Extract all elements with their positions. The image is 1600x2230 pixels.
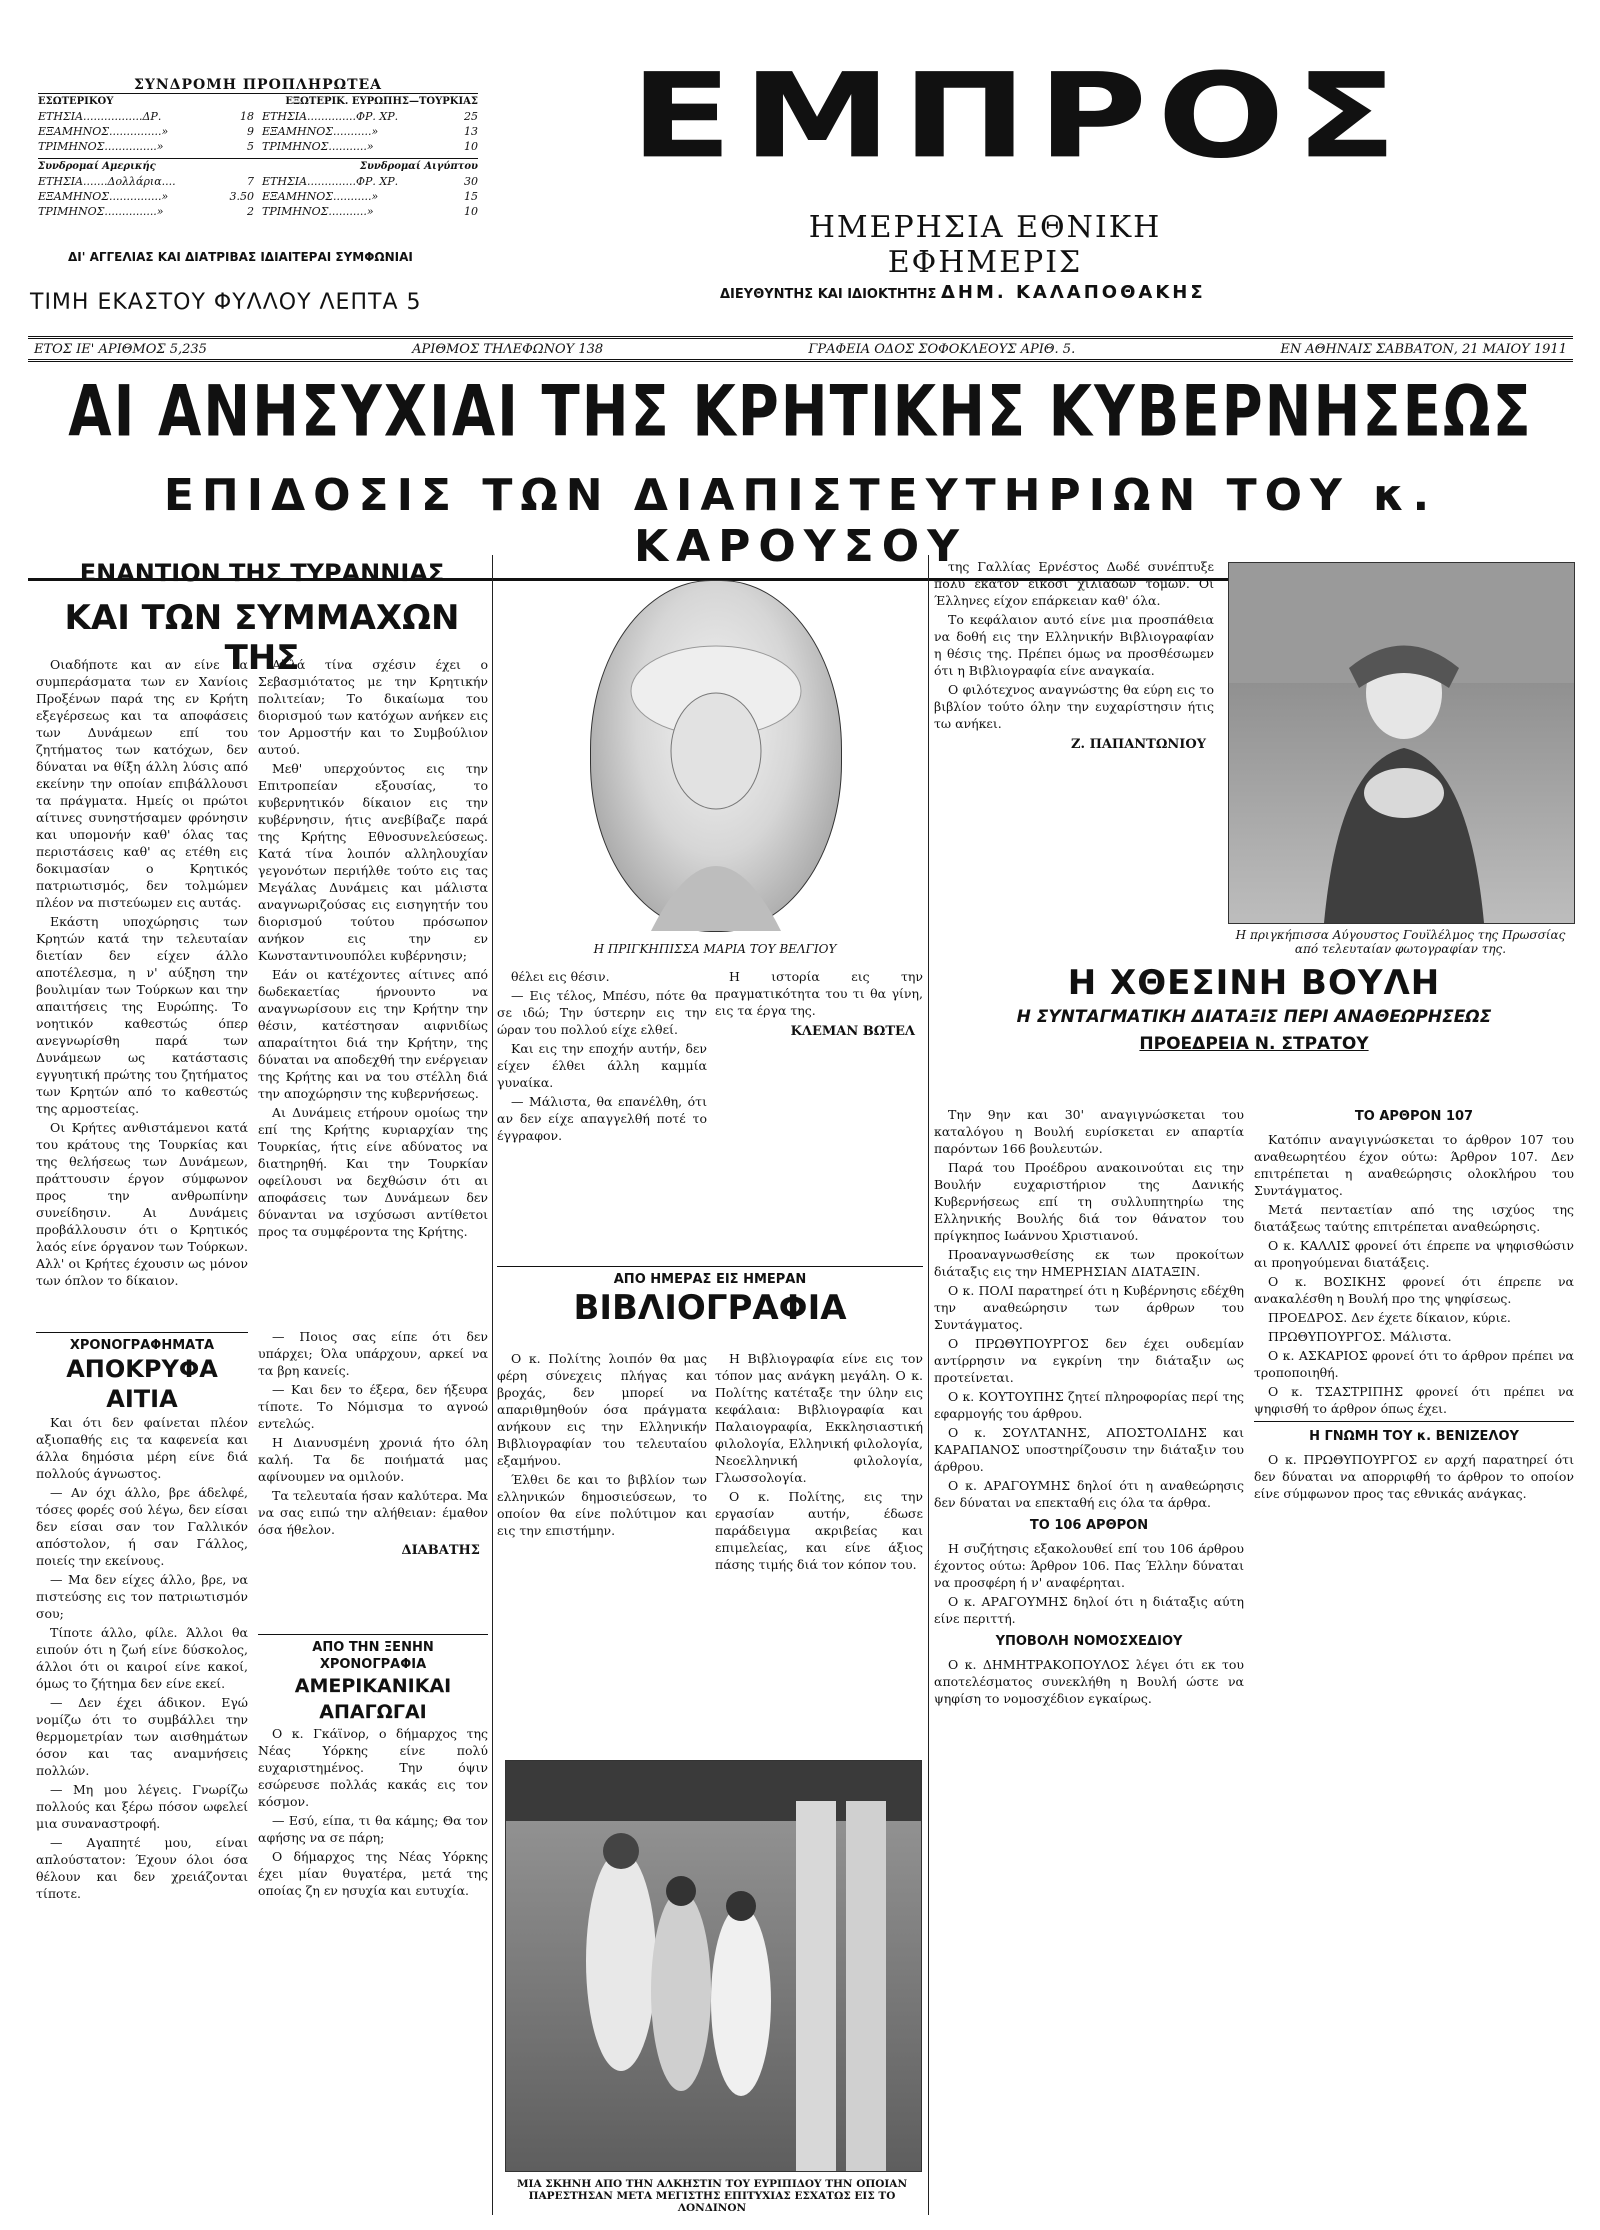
paragraph: Το κεφάλαιον αυτό είνε μια προσπάθεια να δοθή εις την Ελληνικήν Βιβλιογραφίαν η θέσις της. Πρέπει όμως να προσθέσωμεν ότι η Βιβλιογραφία είνε αναγκαία.	[934, 612, 1214, 678]
parliament-column	[934, 1106, 1244, 2216]
article-column	[36, 656, 248, 1316]
newspaper-logo: ΕΜΠΡΟΣ	[630, 48, 1408, 185]
paragraph: — Αγαπητέ μου, είναι απλούστατον: Έχουν όλοι όσα θέλουν και δεν χρειάζονται τίποτε.	[36, 1835, 248, 1901]
paragraph: Οιαδήποτε και αν είνε τα συμπεράσματα των εν Χανίοις Προξένων παρά της εν Κρήτη εξεγέρσεως και τα αποφάσεις των Δυνάμεων επί του ζητήματος των κατόχων, δεν δύναται να θίξη άλλη λύσις από εκείνην την οποίαν επιβάλλουσι τα πράγματα. Ημείς οι πρώτοι αίτινες συνηστήσαμεν φρόνησιν και υπομονήν καθ' όλας τας περιστάσεις καθ' ας ετέθη εις δοκιμασίαν ο Κρητικός πατριωτισμός, δεν τολμώμεν πλέον να πιστεύωμεν εις αυτάς.	[36, 657, 248, 910]
issue-number: ΕΤΟΣ ΙΕ' ΑΡΙΘΜΟΣ 5,235	[34, 341, 207, 357]
main-headline: ΑΙ ΑΝΗΣΥΧΙΑΙ ΤΗΣ ΚΡΗΤΙΚΗΣ ΚΥΒΕΡΝΗΣΕΩΣ	[68, 371, 1533, 453]
paragraph: Μεθ' υπερχούντος εις την Επιτροπείαν εξουσίας, το κυβερνητικόν δίκαιον εις την κυβέρνησιν, ήτις ανεβίβαζε παρά της Κρήτης Εθνοσυνελεύσεως. Κατά τίνα λοιπόν αλληλουχίαν γεγονότων περιήλθε τούτο εις τας Μεγάλας Δυνάμεις και μάλιστα αναγνωριζούσας εις εισηγητήν του διορισμού τούτου πρόσωπον ανήκον εις την εν Κωνσταντινουπόλει κυβέρνησιν;	[258, 761, 488, 963]
paragraph: Ο κ. ΚΑΛΛΙΣ φρονεί ότι έπρεπε να ψηφισθώσιν αι προηγούμεναι διατάξεις.	[1254, 1238, 1574, 1270]
paragraph: Ο κ. ΤΣΑΣΤΡΙΠΗΣ φρονεί ότι πρέπει να ψηφισθή το άρθρον όπως έχει.	[1254, 1384, 1574, 1416]
bibliography-title: ΒΙΒΛΙΟΓΡΑΦΙΑ	[573, 1288, 847, 1328]
alcestis-scene-photo	[505, 1760, 922, 2172]
info-bar	[28, 336, 1573, 362]
chronicle-column	[36, 1328, 248, 2218]
paragraph: Παρά του Προέδρου ανακοινούται εις την Βουλήν ευχαριστήριον της Δανικής Κυβερνήσεως επί τη συλλυπητηρίω της Ελληνικής Βουλής διά τον θάνατον του πρίγκηπος Ιωάννου Χριστιανού.	[934, 1160, 1244, 1243]
domestic-label: ΕΣΩΤΕΡΙΚΟΥ	[38, 96, 114, 107]
paragraph: Η Διανυσμένη χρονιά ήτο όλη καλή. Τα δε ποιήματά μας αφίνουμεν να ομιλούν.	[258, 1435, 488, 1484]
foreign-label: ΑΠΟ ΤΗΝ ΞΕΝΗΝ ΧΡΟΝΟΓΡΑΦΙΑ	[312, 1640, 434, 1672]
paragraph: Ο κ. ΚΟΥΤΟΥΠΗΣ ζητεί πληροφορίας περί της εφαρμογής του άρθρου.	[934, 1389, 1244, 1421]
paragraph: — Εις τέλος, Μπέσυ, πότε θα σε ιδώ; Την ύστερην εις την ώραν του πολλού είχε ελθεί.	[497, 988, 707, 1037]
bibliography-column-2	[715, 1350, 923, 1740]
paragraph: Αλλά τίνα σχέσιν έχει ο Σεβασμιότατος με την Κρητικήν πολιτείαν; Το δικαίωμα του διορισμού των κατόχων ανήκεν εις τον Αρμοστήν και το Συμβούλιον αυτού.	[258, 657, 488, 757]
chronicle-label: ΧΡΟΝΟΓΡΑΦΗΜΑΤΑ	[69, 1338, 215, 1353]
scene-caption: ΜΙΑ ΣΚΗΝΗ ΑΠΟ ΤΗΝ ΑΛΚΗΣΤΙΝ ΤΟΥ ΕΥΡΙΠΙΔΟΥ ΤΗΝ ΟΠΟΙΑΝ ΠΑΡΕΣΤΗΣΑΝ ΜΕΤΑ ΜΕΓΙΣΤΗΣ ΕΠΙΤΥΧΙΑΣ ΕΣΧΑΤΩΣ ΕΙΣ ΤΟ ΛΟΝΔΙΝΟΝ	[516, 2178, 908, 2214]
paragraph: Αι Δυνάμεις ετήρουν ομοίως την επί της Κρήτης κυριαρχίαν της Τουρκίας, ήτις είνε αδύνατος να διατηρηθή. Και την Τουρκίαν οφείλουσι να δεχθώσιν ότι αι αποφάσεις των Δυνάμεων δεν δύνανται να ισχύσωσι αντίθετοι προς τα συμφέροντα της Κρήτης.	[258, 1105, 488, 1239]
subscription-row: ΕΞΑΜΗΝΟΣ...............» 9 ΕΞΑΜΗΝΟΣ...........» 13	[38, 125, 478, 138]
america-label: Συνδρομαί Αμερικής	[38, 161, 156, 172]
paragraph: Ο κ. Γκάϊνορ, ο δήμαρχος της Νέας Υόρκης είνε πολύ ευχαριστημένος. Την όψιν εσώρευσε πολλάς κακάς εις τον κόσμον.	[258, 1726, 488, 1809]
parliament-chair: ΠΡΟΕΔΡΕΙΑ Ν. ΣΤΡΑΤΟΥ	[1139, 1034, 1369, 1054]
subscription-row: ΕΤΗΣΙΑ.................ΔΡ. 18 ΕΤΗΣΙΑ..............ΦΡ. ΧΡ. 25	[38, 110, 478, 123]
paragraph: ΠΡΟΕΔΡΟΣ. Δεν έχετε δίκαιον, κύριε.	[1268, 1310, 1511, 1325]
article-107-heading: ΤΟ ΑΡΘΡΟΝ 107	[1354, 1109, 1474, 1124]
paragraph: — Μη μου λέγεις. Γνωρίζω πολλούς και ξέρω πόσον ωφελεί μια συναναστροφή.	[36, 1782, 248, 1831]
paragraph: Ο κ. ΠΟΛΙ παρατηρεί ότι η Κυβέρνησις εδέχθη την αναθεώρησιν των άρθρων του Συντάγματος.	[934, 1283, 1244, 1332]
paragraph: Ο κ. ΒΟΣΙΚΗΣ φρονεί ότι έπρεπε να ανακαλέσθη η Βουλή προ της ψηφίσεως.	[1254, 1274, 1574, 1306]
paragraph: — Και δεν το έξερα, δεν ήξευρα τίποτε. Το Νόμισμα το αγνοώ εντελώς.	[258, 1382, 488, 1431]
bibliography-column	[497, 1350, 707, 1740]
paragraph: — Μα δεν είχες άλλο, βρε, να πιστεύσης εις τον πατριωτισμόν σου;	[36, 1572, 248, 1621]
paragraph: Την 9ην και 30' αναγιγνώσκεται του καταλόγου η Βουλή ευρίσκεται εν απαρτία παρόντων 166 βουλευτών.	[934, 1107, 1244, 1156]
subscription-heading: ΣΥΝΔΡΟΜΗ ΠΡΟΠΛΗΡΩΤΕΑ	[38, 78, 478, 94]
paragraph: Ο κ. ΠΡΩΘΥΠΟΥΡΓΟΣ εν αρχή παρατηρεί ότι δεν δύναται να απορριφθή το άρθρον το οποίον είνε σύμφωνον προς τας εθνικάς ανάγκας.	[1254, 1452, 1574, 1501]
paragraph: Τίποτε άλλο, φίλε. Άλλοι θα ειπούν ότι η ζωή είνε δύσκολος, άλλοι ότι οι καιροί είνε κακοί, όμως το ζήτημα δεν είνε εκεί.	[36, 1625, 248, 1691]
price-note: ΤΙΜΗ ΕΚΑΣΤΟΥ ΦΥΛΛΟΥ ΛΕΠΤΑ 5	[30, 290, 422, 315]
article-106-heading: ΤΟ 106 ΑΡΘΡΟΝ	[1029, 1518, 1149, 1533]
paragraph: Έλθει δε και το βιβλίον των ελληνικών δημοσιεύσεων, το οποίον θα είνε πολύτιμον και εις την επιστήμην.	[497, 1472, 707, 1538]
paragraph: Κατόπιν αναγιγνώσκεται το άρθρον 107 του αναθεωρητέου έχον ούτω: Άρθρον 107. Δεν επιτρέπεται η αναθεώρησις ολοκλήρου του Συντάγματος.	[1254, 1132, 1574, 1198]
story-column-2	[715, 968, 923, 1258]
paragraph: της Γαλλίας Ερνέστος Δωδέ συνέπτυξε πολύ εκατόν είκοσι χιλιάδων τόμων. Οι Έλληνες είχον επάρκειαν καθ' όλα.	[934, 559, 1214, 608]
paragraph: Ο δήμαρχος της Νέας Υόρκης έχει μίαν θυγατέρα, μετά της οποίας ζη εν ησυχία και ευτυχία.	[258, 1849, 488, 1898]
paragraph: ΠΡΩΘΥΠΟΥΡΓΟΣ. Μάλιστα.	[1268, 1329, 1452, 1344]
director-line	[720, 282, 1320, 303]
chronicle-title: ΑΠΟΚΡΥΦΑ ΑΙΤΙΑ	[66, 1355, 218, 1413]
scene-figures	[506, 1761, 921, 2171]
bibliography-header	[497, 1262, 923, 1348]
subscription-row: ΕΞΑΜΗΝΟΣ...............» 3.50 ΕΞΑΜΗΝΟΣ...........» 15	[38, 190, 478, 203]
signature: ΚΛΕΜΑΝ ΒΩΤΕΛ	[790, 1024, 915, 1039]
literary-column	[934, 558, 1214, 958]
parliament-column-2	[1254, 1106, 1574, 2216]
article-title: ΕΝΑΝΤΙΟΝ ΤΗΣ ΤΥΡΑΝΝΙΑΣ	[79, 559, 445, 587]
paragraph: Εκάστη υποχώρησις των Κρητών κατά την τελευταίαν διετίαν δεν είχεν άλλο αποτέλεσμα, η ν' αύξηση την βουλιμίαν των Τούρκων και την απαιτήσεις της Ευρώπης. Το νοητικόν καθεστώς όπερ ανεγνωρίσθη παρά των Δυνάμεων ως κατάστασις εγγυητική πρώτης του ζητήματος των Κρητών από το καθεστώς της αρμοστείας.	[36, 914, 248, 1116]
paragraph: — Μάλιστα, θα επανέλθη, ότι αν δεν είχε απαγγελθή ποτέ το έγγραφον.	[497, 1094, 707, 1143]
paragraph: Οι Κρήτες ανθιστάμενοι κατά του κράτους της Τουρκίας και της θελήσεως των Δυνάμεων, πράττουσιν έργον σύμφωνον προς την ανθρωπίνην συνείδησιν. Αι Δυνάμεις προβάλλουσιν ότι ο Κρητικός λαός είνε όργανον των Τούρκων. Αλλ' οι Κρήτες έχουσιν ως μόνον των όπλον το δίκαιον.	[36, 1120, 248, 1288]
paragraph: Η ιστορία εις την πραγματικότητα του τι θα γίνη, εις τα έργα της.	[715, 969, 923, 1018]
bibliography-label: ΑΠΟ ΗΜΕΡΑΣ ΕΙΣ ΗΜΕΡΑΝ	[613, 1272, 807, 1287]
paragraph: Ο κ. ΔΗΜΗΤΡΑΚΟΠΟΥΛΟΣ λέγει ότι εκ του αποτελέσματος συνεκλήθη η Βουλή ώστε να ψηφίση το νομοσχέδιον εγκαίρως.	[934, 1657, 1244, 1706]
foreign-label: ΕΞΩΤΕΡΙΚ. ΕΥΡΩΠΗΣ—ΤΟΥΡΚΙΑΣ	[285, 96, 478, 107]
paragraph: Ο κ. ΣΟΥΛΤΑΝΗΣ, ΑΠΟΣΤΟΛΙΔΗΣ και ΚΑΡΑΠΑΝΟΣ υποστηρίζουσιν την διάταξιν του άρθρου.	[934, 1425, 1244, 1474]
portrait-caption-2: Η πριγκήπισσα Αύγουστος Γουϊλέλμος της Πρωσσίας από τελευταίαν φωτογραφίαν της.	[1235, 928, 1566, 956]
portrait-caption: Η ΠΡΙΓΚΗΠΙΣΣΑ ΜΑΡΙΑ ΤΟΥ ΒΕΛΓΙΟΥ	[593, 942, 837, 956]
paragraph: Ο φιλότεχνος αναγνώστης θα εύρη εις το βιβλίον τούτο όλην την ευχαρίστησιν ήτις τω ανήκει.	[934, 682, 1214, 731]
portrait-figure-2	[1229, 563, 1574, 923]
masthead	[630, 48, 1408, 202]
portrait-figure	[591, 581, 841, 931]
paragraph: Ο κ. ΑΣΚΑΡΙΟΣ φρονεί ότι το άρθρον πρέπει να τροποποιηθή.	[1254, 1348, 1574, 1380]
paragraph: θέλει εις θέσιν.	[511, 969, 610, 984]
prussian-princess-portrait	[1228, 562, 1575, 924]
paragraph: Ο ΠΡΩΘΥΠΟΥΡΓΟΣ δεν έχει ουδεμίαν αντίρρησιν να εγκρίνη την διάταξιν ως προτείνεται.	[934, 1336, 1244, 1385]
parliament-subtitle: Η ΣΥΝΤΑΓΜΑΤΙΚΗ ΔΙΑΤΑΞΙΣ ΠΕΡΙ ΑΝΑΘΕΩΡΗΣΕΩΣ	[1016, 1007, 1492, 1027]
ad-note: ΔΙ' ΑΓΓΕΛΙΑΣ ΚΑΙ ΔΙΑΤΡΙΒΑΣ ΙΔΙΑΙΤΕΡΑΙ ΣΥΜΦΩΝΙΑΙ	[68, 250, 413, 264]
chronicle-column-2	[258, 1328, 488, 1628]
sub-headline: ΕΠΙΔΟΣΙΣ ΤΩΝ ΔΙΑΠΙΣΤΕΥΤΗΡΙΩΝ ΤΟΥ κ. ΚΑΡΟΥΣΟΥ	[28, 470, 1573, 581]
paragraph: Εάν οι κατέχοντες αίτινες από δωδεκαετίας ήρνουντο να αναγνωρίσουν εις την Κρήτην την θέσιν, κατέστησαν αιφνιδίως απαραίτητοι διά την Κρήτην, της δύναται να αποδεχθή την ενέργειαν της Κρήτης και να του στέλλη διά την αποχώρησιν της κυβερνήσεως.	[258, 967, 488, 1101]
article-subtitle: ΚΑΙ ΤΩΝ ΣΥΜΜΑΧΩΝ ΤΗΣ	[64, 598, 460, 678]
foreign-chronicle	[258, 1630, 488, 2220]
paragraph: Ο κ. Πολίτης, εις την εργασίαν αυτήν, έδωσε παράδειγμα ακριβείας και επιμελείας, και είνε άξιος πάσης τιμής διά τον κόπον του.	[715, 1489, 923, 1572]
subscription-row: ΤΡΙΜΗΝΟΣ...............» 2 ΤΡΙΜΗΝΟΣ...........» 10	[38, 205, 478, 218]
subscription-row: ΕΤΗΣΙΑ.......Δολλάρια.... 7 ΕΤΗΣΙΑ..............ΦΡ. ΧΡ. 30	[38, 175, 478, 188]
story-column	[497, 968, 707, 1258]
parliament-title: Η ΧΘΕΣΙΝΗ ΒΟΥΛΗ	[1067, 963, 1441, 1003]
column-divider	[492, 555, 493, 2215]
paragraph: Η Βιβλιογραφία είνε εις τον τόπον μας ανάγκη μεγάλη. Ο κ. Πολίτης κατέταξε την ύλην εις κεφάλαια: Βιβλιογραφία και Παλαιογραφία, Εκκλησιαστική φιλολογία, Ελληνική φιλολογία, Νεοελληνική φιλολογία, Γλωσσολογία.	[715, 1351, 923, 1485]
office-address: ΓΡΑΦΕΙΑ ΟΔΟΣ ΣΟΦΟΚΛΕΟΥΣ ΑΡΙΘ. 5.	[808, 341, 1076, 357]
paragraph: Και εις την εποχήν αυτήν, δεν είχεν έλθει άλλη καμμία γυναίκα.	[497, 1041, 707, 1090]
paragraph: — Ποιος σας είπε ότι δεν υπάρχει; Όλα υπάρχουν, αρκεί να τα βρη κανείς.	[258, 1329, 488, 1378]
paragraph: Μετά πενταετίαν από της ισχύος της διατάξεως ταύτης επιτρέπεται αναθεώρησις.	[1254, 1202, 1574, 1234]
paragraph: Ο κ. ΑΡΑΓΟΥΜΗΣ δηλοί ότι η διάταξις αύτη είνε περιττή.	[934, 1594, 1244, 1626]
venizelos-heading: Η ΓΝΩΜΗ ΤΟΥ κ. ΒΕΝΙΖΕΛΟΥ	[1309, 1429, 1519, 1444]
director-name: ΔΗΜ. ΚΑΛΑΠΟΘΑΚΗΣ	[940, 282, 1206, 303]
foreign-title: ΑΜΕΡΙΚΑΝΙΚΑΙ ΑΠΑΓΩΓΑΙ	[294, 1675, 452, 1723]
phone-number: ΑΡΙΘΜΟΣ ΤΗΛΕΦΩΝΟΥ 138	[412, 341, 604, 357]
signature: ΔΙΑΒΑΤΗΣ	[401, 1543, 480, 1558]
signature: Ζ. ΠΑΠΑΝΤΩΝΙΟΥ	[1071, 737, 1206, 752]
bill-heading: ΥΠΟΒΟΛΗ ΝΟΜΟΣΧΕΔΙΟΥ	[995, 1634, 1183, 1649]
column-divider	[928, 555, 929, 2215]
subscription-table	[38, 78, 478, 219]
issue-date: ΕΝ ΑΘΗΝΑΙΣ ΣΑΒΒΑΤΟΝ, 21 ΜΑΙΟΥ 1911	[1280, 341, 1567, 357]
paragraph: Ο κ. ΑΡΑΓΟΥΜΗΣ δηλοί ότι η αναθεώρησις δεν δύναται να επεκταθή εις όλα τα άρθρα.	[934, 1478, 1244, 1510]
article-column	[258, 656, 488, 1316]
paragraph: — Αν όχι άλλο, βρε άδελφέ, τόσες φορές σού λέγω, δεν είσαι δεν είσαι σαν τον Γαλλικόν απόστολον, ή σαν Γάλλος, ποιείς την εκείνους.	[36, 1485, 248, 1568]
paragraph: Η συζήτησις εξακολουθεί επί του 106 άρθρου έχοντος ούτω: Άρθρον 106. Πας Έλλην δύναται να προσφέρη ή ν' αναφέρηται.	[934, 1541, 1244, 1590]
paragraph: Τα τελευταία ήσαν καλύτερα. Μα να σας ειπώ την αλήθειαν: έμαθον όσα ήθελον.	[258, 1488, 488, 1537]
paragraph: Ο κ. Πολίτης λοιπόν θα μας φέρη σύνεχεις πλήγας και βροχάς, δεν μπορεί να απαριθμηθούν όσα πράγματα ανήκουν εις την Ελληνικήν Βιβλιογραφίαν του τελευταίου εξαμήνου.	[497, 1351, 707, 1468]
egypt-label: Συνδρομαί Αιγύπτου	[359, 161, 478, 172]
princess-portrait	[590, 580, 842, 932]
parliament-header	[934, 962, 1574, 1102]
paragraph: Προαναγνωσθείσης εκ των προκοίτων διάταξις εις την ΗΜΕΡΗΣΙΑΝ ΔΙΑΤΑΞΙΝ.	[934, 1247, 1244, 1279]
paragraph: Και ότι δεν φαίνεται πλέον αξιοπαθής εις τα καφενεία και άλλα δημόσια μέρη είνε διά πολλούς άγνωστος.	[36, 1415, 248, 1481]
subscription-row: ΤΡΙΜΗΝΟΣ...............» 5 ΤΡΙΜΗΝΟΣ...........» 10	[38, 140, 478, 153]
paragraph: — Εσύ, είπα, τι θα κάμης; Θα τον αφήσης να σε πάρη;	[258, 1813, 488, 1845]
paragraph: — Δεν έχει άδικον. Εγώ νομίζω ότι το συμβάλλει την θερμομετρίαν των αισθημάτων όσον και τας αναμνήσεις πολλών.	[36, 1695, 248, 1778]
director-label: ΔΙΕΥΘΥΝΤΗΣ ΚΑΙ ΙΔΙΟΚΤΗΤΗΣ	[720, 287, 937, 302]
tagline: ΗΜΕΡΗΣΙΑ ΕΘΝΙΚΗ ΕΦΗΜΕΡΙΣ	[808, 210, 1162, 280]
